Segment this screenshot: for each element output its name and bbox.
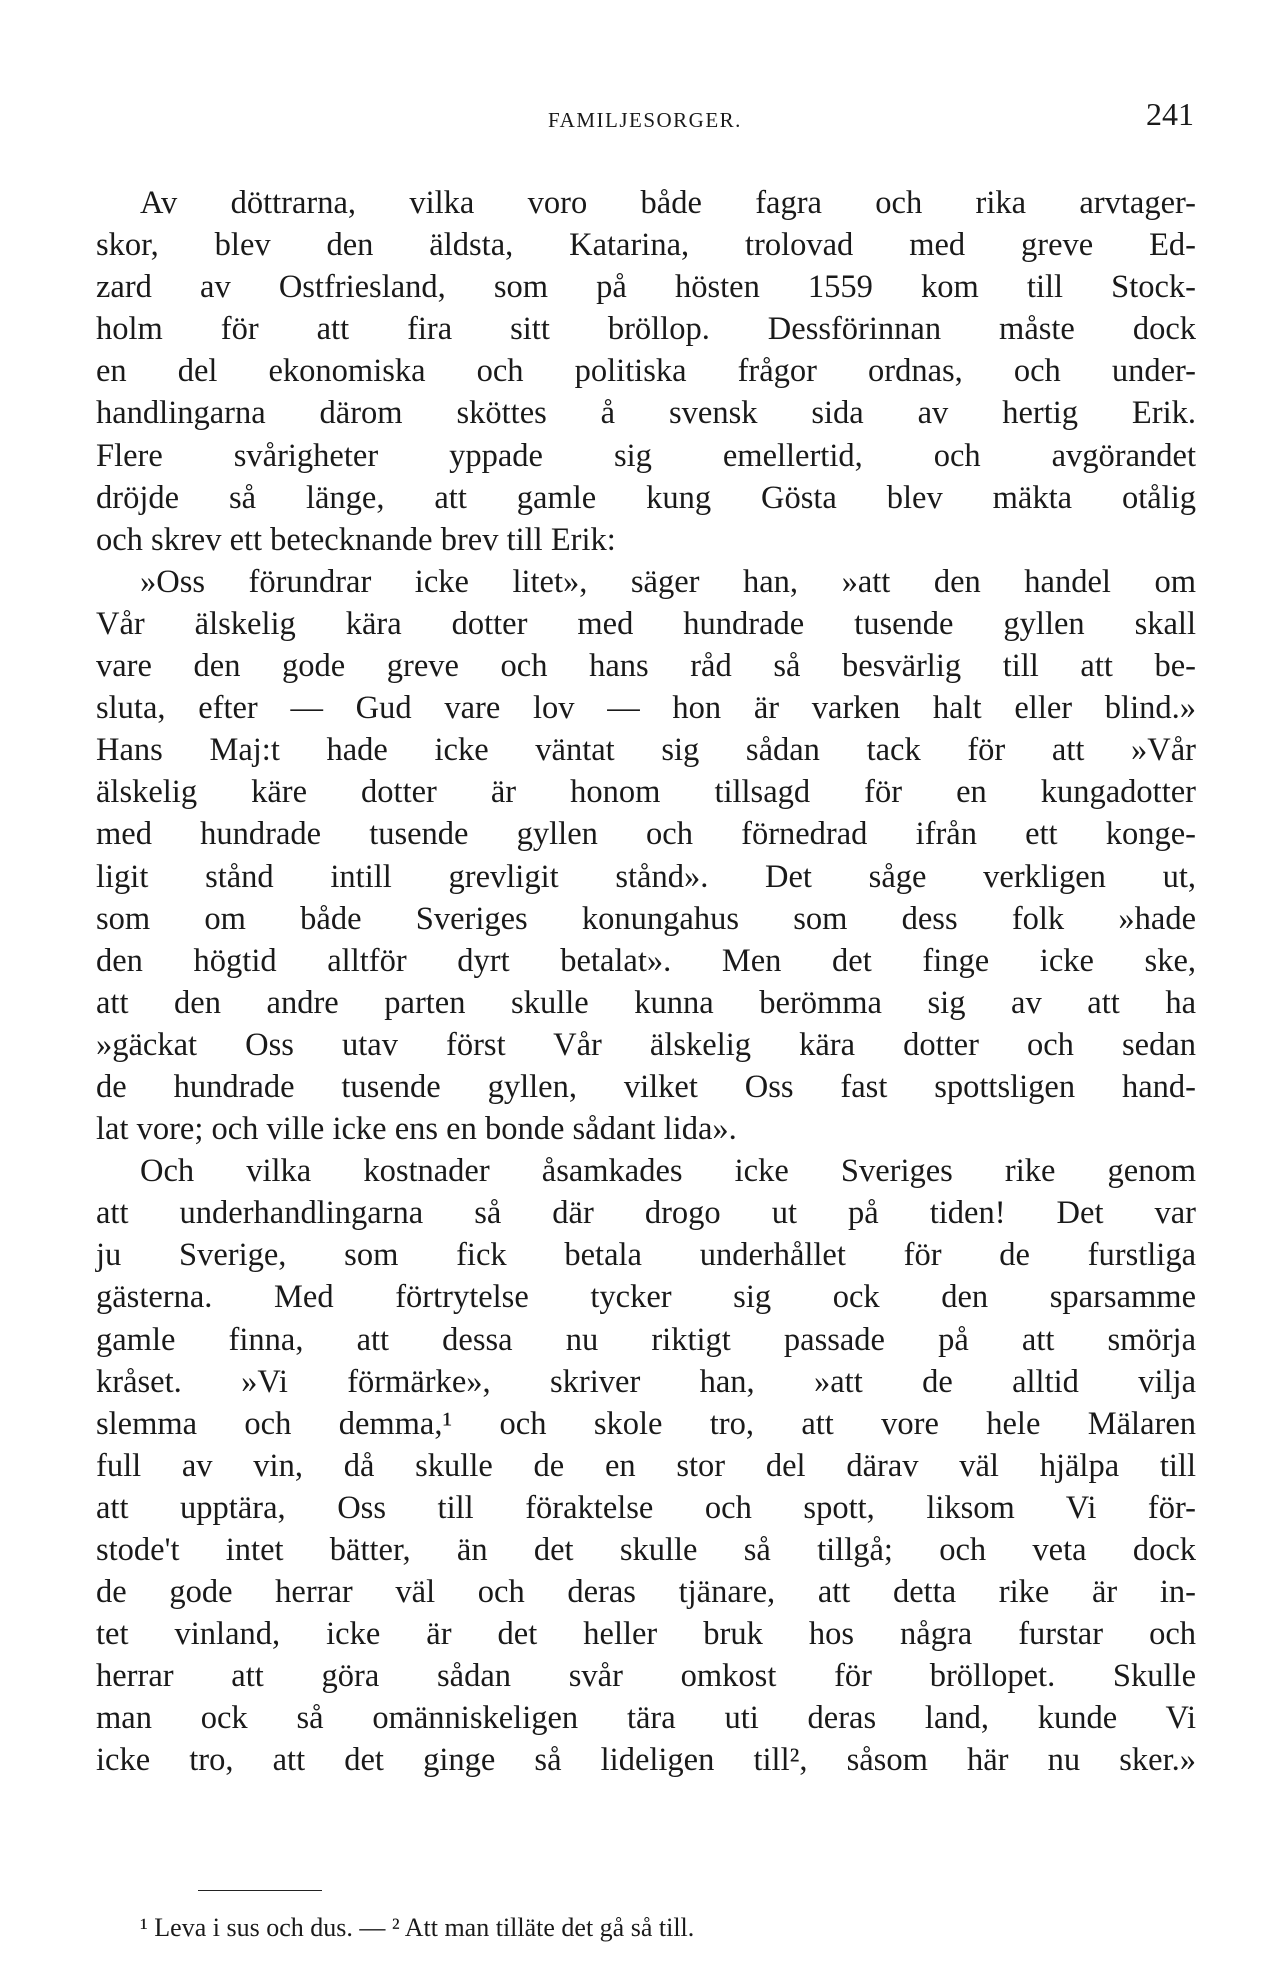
text-line: med hundrade tusende gyllen och förnedrad ifrån ett konge-: [96, 816, 1196, 853]
text-line: en del ekonomiska och politiska frågor ordnas, och under-: [96, 353, 1196, 390]
running-title: FAMILJESORGER.: [548, 108, 742, 132]
text-line: lat vore; och ville icke ens en bonde sådant lida».: [96, 1111, 737, 1148]
text-line: älskelig käre dotter är honom tillsagd för en kungadotter: [96, 774, 1196, 811]
text-line: ligit stånd intill grevligit stånd». Det såge verkligen ut,: [96, 858, 1196, 895]
text-line: »gäckat Oss utav först Vår älskelig kära dotter och sedan: [96, 1026, 1196, 1063]
footnote-rule: [198, 1890, 322, 1891]
text-line: gästerna. Med förtrytelse tycker sig ock den sparsamme: [96, 1279, 1196, 1316]
text-line: handlingarna därom sköttes å svensk sida av hertig Erik.: [96, 395, 1196, 432]
text-line: Vår älskelig kära dotter med hundrade tusende gyllen skall: [96, 605, 1196, 642]
text-line: »Oss förundrar icke litet», säger han, »att den handel om: [140, 563, 1196, 600]
text-line: den högtid alltför dyrt betalat». Men det finge icke ske,: [96, 942, 1196, 979]
text-line: zard av Ostfriesland, som på hösten 1559 kom till Stock-: [96, 269, 1196, 306]
text-line: icke tro, att det ginge så lideligen till², såsom här nu sker.»: [96, 1742, 1196, 1779]
text-line: vare den gode greve och hans råd så besvärlig till att be-: [96, 648, 1196, 685]
text-line: gamle finna, att dessa nu riktigt passade på att smörja: [96, 1321, 1196, 1358]
footnotes: ¹ Leva i sus och dus. — ² Att man tilläte det gå så till.: [140, 1913, 695, 1942]
text-line: och skrev ett betecknande brev till Erik:: [96, 521, 616, 558]
text-line: slemma och demma,¹ och skole tro, att vore hele Mälaren: [96, 1405, 1196, 1442]
page-number: 241: [1146, 96, 1194, 132]
text-line: stode't intet bätter, än det skulle så tillgå; och veta dock: [96, 1532, 1196, 1568]
text-line: Och vilka kostnader åsamkades icke Sveriges rike genom: [140, 1153, 1196, 1190]
text-line: sluta, efter — Gud vare lov — hon är varken halt eller blind.»: [96, 690, 1196, 727]
text-line: ju Sverige, som fick betala underhållet för de furstliga: [96, 1237, 1196, 1274]
running-head: [96, 96, 1194, 136]
body-text: [96, 182, 1196, 1782]
text-line: att upptära, Oss till föraktelse och spott, liksom Vi för-: [96, 1489, 1196, 1526]
text-line: Hans Maj:t hade icke väntat sig sådan tack för att »Vår: [96, 732, 1196, 769]
text-line: full av vin, då skulle de en stor del därav väl hjälpa till: [96, 1447, 1196, 1484]
text-line: dröjde så länge, att gamle kung Gösta blev mäkta otålig: [96, 479, 1196, 516]
text-line: holm för att fira sitt bröllop. Dessförinnan måste dock: [96, 311, 1196, 348]
text-line: Flere svårigheter yppade sig emellertid, och avgörandet: [96, 437, 1196, 474]
text-line: kråset. »Vi förmärke», skriver han, »att de alltid vilja: [96, 1363, 1196, 1400]
text-line: att underhandlingarna så där drogo ut på tiden! Det var: [96, 1195, 1196, 1232]
text-line: tet vinland, icke är det heller bruk hos några furstar och: [96, 1616, 1196, 1653]
text-line: herrar att göra sådan svår omkost för bröllopet. Skulle: [96, 1658, 1196, 1695]
text-line: de hundrade tusende gyllen, vilket Oss fast spottsligen hand-: [96, 1068, 1196, 1105]
text-line: Av döttrarna, vilka voro både fagra och rika arvtager-: [140, 185, 1196, 221]
text-line: som om både Sveriges konungahus som dess folk »hade: [96, 900, 1196, 937]
text-line: att den andre parten skulle kunna berömma sig av att ha: [96, 984, 1196, 1021]
text-line: man ock så omänniskeligen tära uti deras land, kunde Vi: [96, 1700, 1196, 1737]
text-line: skor, blev den äldsta, Katarina, trolovad med greve Ed-: [96, 227, 1196, 264]
text-line: de gode herrar väl och deras tjänare, att detta rike är in-: [96, 1574, 1196, 1611]
